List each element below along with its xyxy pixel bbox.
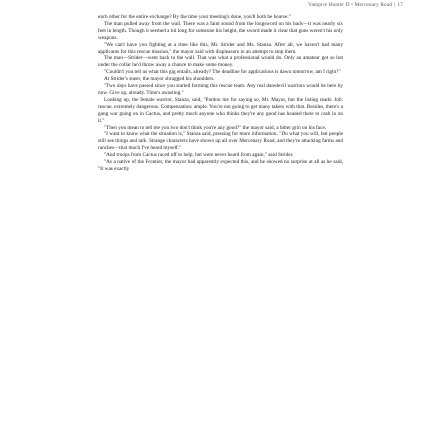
paragraph: "We can't have you fighting at a time like this, Mr. Strider and Ms. Stanza. After all, we haven't had many applicants for this rescue mission," the mayor said with displeasure in an attempt to stop them. [98, 41, 343, 55]
paragraph: "I want to know what the situation is," Stanza said, pressing for more information. "Do what you will, but people still see things and talk. Strange characters have shown up all over Mercenary Road, and they're attacking farms and ranches—that much I've heard myself." [98, 131, 343, 152]
paragraph: The man—Strider—went back to the wall. That was what a professional would do. Only an amateur got so hot under the collar he'd throw away a chance to make some money. [98, 55, 343, 69]
paragraph: "As a native of the Frontier, the mayor had apparently expected this, and he showed no surprise at all as he said, "It was exactly [98, 159, 343, 172]
paragraph: Looking up, the female warrior, Stanza, said, "Pardon me for saying so, Mr. Mayor, but the listing reads: Job: rescue, extremely dangerous. Compensation: ample. You're not going to get many takers with that. Besides, there's a gang war going on in Cactus, and pretty much anyone who thinks they're any good has headed there to cash in on it." [98, 96, 343, 124]
paragraph: "Then you mean to tell me you two don't think you're any good?" the mayor said, a bitter grin on his face. [104, 124, 327, 131]
paragraph: "Two days have passed since you started forming this rescue team. Any real daredevil warriors would be here by now. Give up, already. Time's awasting." [98, 83, 343, 96]
paragraph: The man pulled away from the wall. There was a faint sound from the longsword on his back—it was nearly six feet in length. Though it seemed a bit long for someone his height, the sword made it clear that guns weren't his only weapons. [98, 20, 343, 41]
paragraph: each other for the entire exchange? By the time your meeting's done, you'll both be hoarse." [98, 14, 291, 20]
running-header [210, 2, 403, 8]
header-separator: | [394, 2, 396, 8]
page-number: 17 [397, 2, 403, 8]
body-text [98, 14, 343, 173]
paragraph: At Strider's sneer, the mayor shrugged his shoulders. [104, 76, 215, 83]
paragraph: "Couldn't you tell us what this gig entails, already? The deadline for applications is dawn tomorrow, am I right?" [104, 69, 341, 76]
paragraph: "And troops from Cactus raced off to help, but were never heard from again," said Strider. [104, 152, 294, 159]
header-title: Vampire Hunter D • Mercenary Road [308, 2, 393, 8]
